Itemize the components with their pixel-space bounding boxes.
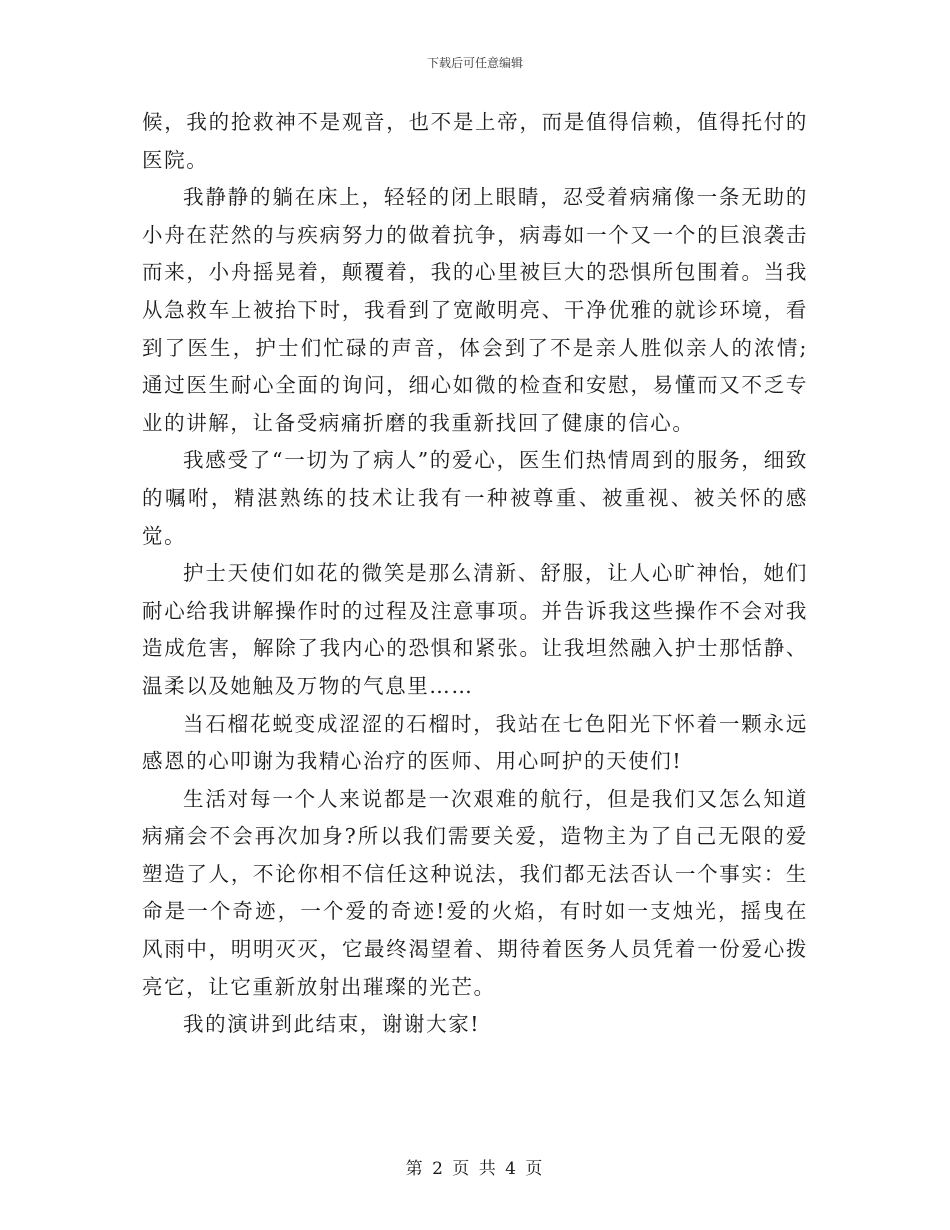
page-header: 下载后可任意编辑 bbox=[426, 56, 523, 70]
paragraph-7: 我的演讲到此结束，谢谢大家! bbox=[183, 1012, 481, 1037]
paragraph-1: 候，我的抢救神不是观音，也不是上帝，而是值得信赖，值得托付的医院。 bbox=[142, 110, 808, 172]
paragraph-3: 我感受了“一切为了病人”的爱心，医生们热情周到的服务，细致的嘱咐，精湛熟练的技术让我有一种被尊重、被重视、被关怀的感觉。 bbox=[142, 448, 808, 548]
document-body bbox=[142, 104, 808, 1044]
paragraph-4: 护士天使们如花的微笑是那么清新、舒服，让人心旷神怡，她们耐心给我讲解操作时的过程及注意事项。并告诉我这些操作不会对我造成危害，解除了我内心的恐惧和紧张。让我坦然融入护士那恬静、温柔以及她触及万物的气息里…… bbox=[142, 561, 808, 698]
page-number: 第 2 页 共 4 页 bbox=[405, 1159, 545, 1179]
paragraph-2: 我静静的躺在床上，轻轻的闭上眼睛，忍受着病痛像一条无助的小舟在茫然的与疾病努力的做着抗争，病毒如一个又一个的巨浪袭击而来，小舟摇晃着，颠覆着，我的心里被巨大的恐惧所包围着。当我从急救车上被抬下时，我看到了宽敞明亮、干净优雅的就诊环境，看到了医生，护士们忙碌的声音，体会到了不是亲人胜似亲人的浓情;通过医生耐心全面的询问，细心如微的检查和安慰，易懂而又不乏专业的讲解，让备受病痛折磨的我重新找回了健康的信心。 bbox=[142, 185, 808, 435]
paragraph-6: 生活对每一个人来说都是一次艰难的航行，但是我们又怎么知道病痛会不会再次加身?所以我们需要关爱，造物主为了自己无限的爱塑造了人，不论你相不信任这种说法，我们都无法否认一个事实：生命是一个奇迹，一个爱的奇迹!爱的火焰，有时如一支烛光，摇曳在风雨中，明明灭灭，它最终渴望着、期待着医务人员凭着一份爱心拨亮它，让它重新放射出璀璨的光芒。 bbox=[142, 786, 808, 999]
paragraph-5: 当石榴花蜕变成涩涩的石榴时，我站在七色阳光下怀着一颗永远感恩的心叩谢为我精心治疗的医师、用心呵护的天使们! bbox=[142, 711, 808, 774]
